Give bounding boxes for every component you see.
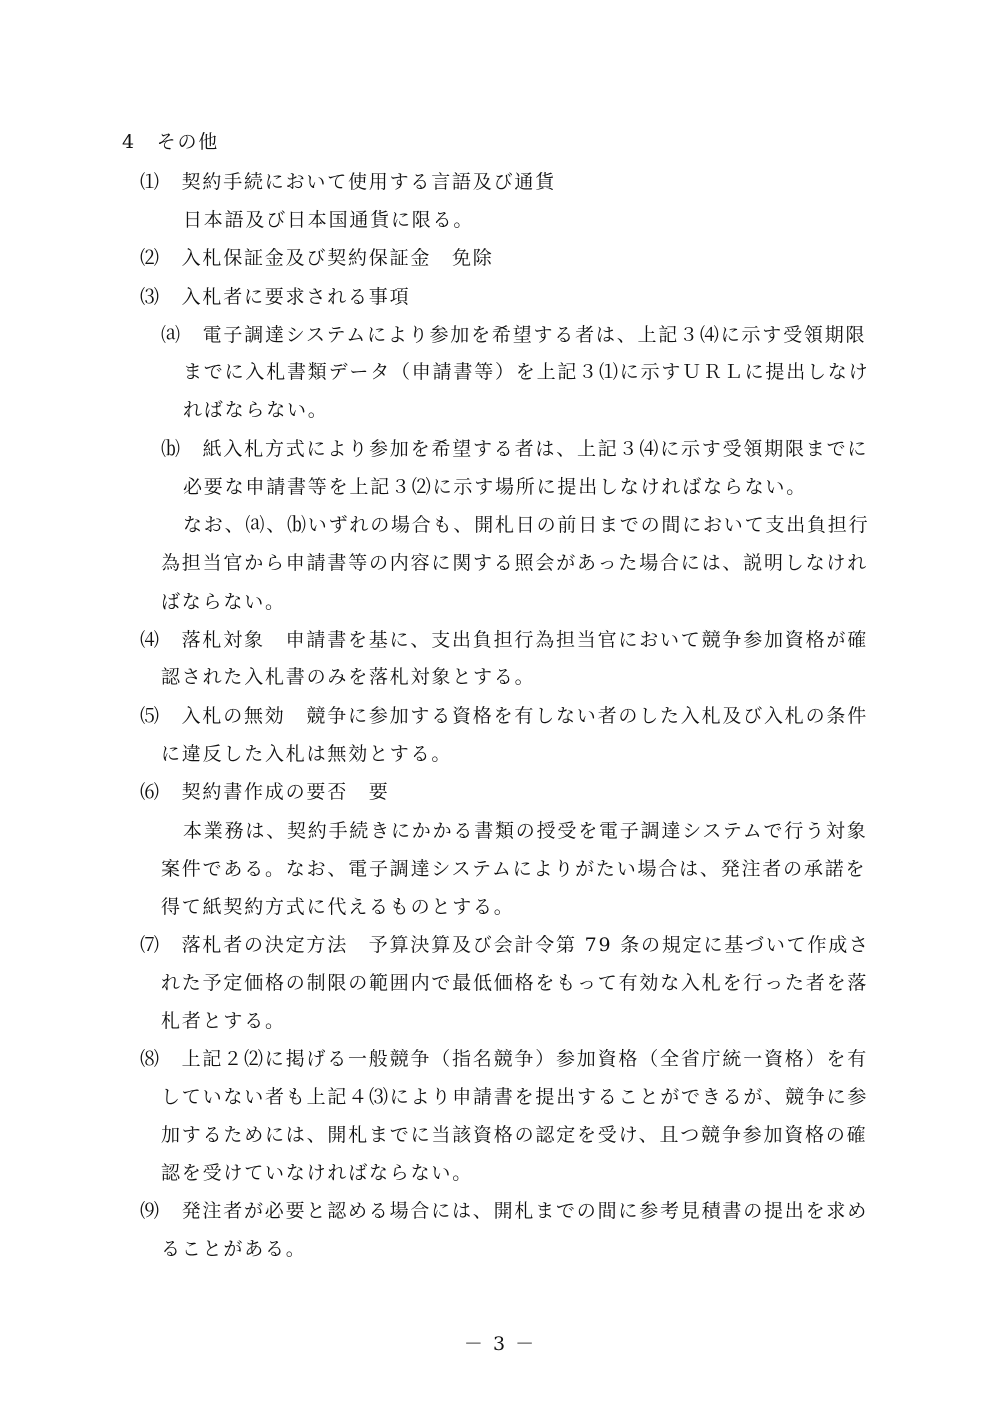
item-8-line: ⑻ 上記２⑵に掲げる一般競争（指名競争）参加資格（全省庁統一資格）を有 xyxy=(140,1048,869,1070)
item-7-line: 札者とする。 xyxy=(161,1010,286,1032)
item-8-line: していない者も上記４⑶により申請書を提出することができるが、競争に参 xyxy=(161,1086,869,1108)
item-3-note-line: ばならない。 xyxy=(161,591,286,613)
item-3-note-line: 為担当官から申請書等の内容に関する照会があった場合には、説明しなけれ xyxy=(161,552,869,574)
item-1-body: 日本語及び日本国通貨に限る。 xyxy=(183,209,475,231)
item-3a-line: ればならない。 xyxy=(183,399,329,421)
item-9-line: ることがある。 xyxy=(161,1238,307,1260)
section-heading: 4 その他 xyxy=(122,131,220,153)
item-6-body-line: 本業務は、契約手続きにかかる書類の授受を電子調達システムで行う対象 xyxy=(183,820,868,842)
item-1-heading: ⑴ 契約手続において使用する言語及び通貨 xyxy=(140,171,557,193)
item-8-line: 認を受けていなければならない。 xyxy=(161,1162,474,1184)
item-5-line: ⑸ 入札の無効 競争に参加する資格を有しない者のした入札及び入札の条件 xyxy=(140,705,869,727)
item-3a-line: ⒜ 電子調達システムにより参加を希望する者は、上記３⑷に示す受領期限 xyxy=(161,324,867,346)
item-3-note-line: なお、⒜、⒝いずれの場合も、開札日の前日までの間において支出負担行 xyxy=(183,514,870,536)
page-number: － 3 － xyxy=(463,1333,537,1355)
item-4-line: 認された入札書のみを落札対象とする。 xyxy=(161,666,536,688)
item-6-body-line: 案件である。なお、電子調達システムによりがたい場合は、発注者の承諾を xyxy=(161,858,867,880)
item-3-heading: ⑶ 入札者に要求される事項 xyxy=(140,286,411,308)
item-6-body-line: 得て紙契約方式に代えるものとする。 xyxy=(161,896,515,918)
item-3b-line: ⒝ 紙入札方式により参加を希望する者は、上記３⑷に示す受領期限までに xyxy=(161,438,869,460)
item-3a-line: までに入札書類データ（申請書等）を上記３⑴に示すＵＲＬに提出しなけ xyxy=(183,361,870,383)
item-7-line: れた予定価格の制限の範囲内で最低価格をもって有効な入札を行った者を落 xyxy=(161,972,869,994)
item-6-heading: ⑹ 契約書作成の要否 要 xyxy=(140,781,390,803)
item-4-line: ⑷ 落札対象 申請書を基に、支出負担行為担当官において競争参加資格が確 xyxy=(140,629,869,651)
item-5-line: に違反した入札は無効とする。 xyxy=(161,743,453,765)
item-7-line: ⑺ 落札者の決定方法 予算決算及び会計令第 79 条の規定に基づいて作成さ xyxy=(140,934,870,956)
item-8-line: 加するためには、開札までに当該資格の認定を受け、且つ競争参加資格の確 xyxy=(161,1124,868,1146)
item-9-line: ⑼ 発注者が必要と認める場合には、開札までの間に参考見積書の提出を求め xyxy=(140,1200,869,1222)
item-3b-line: 必要な申請書等を上記３⑵に示す場所に提出しなければならない。 xyxy=(183,476,808,498)
item-2-heading: ⑵ 入札保証金及び契約保証金 免除 xyxy=(140,247,494,269)
